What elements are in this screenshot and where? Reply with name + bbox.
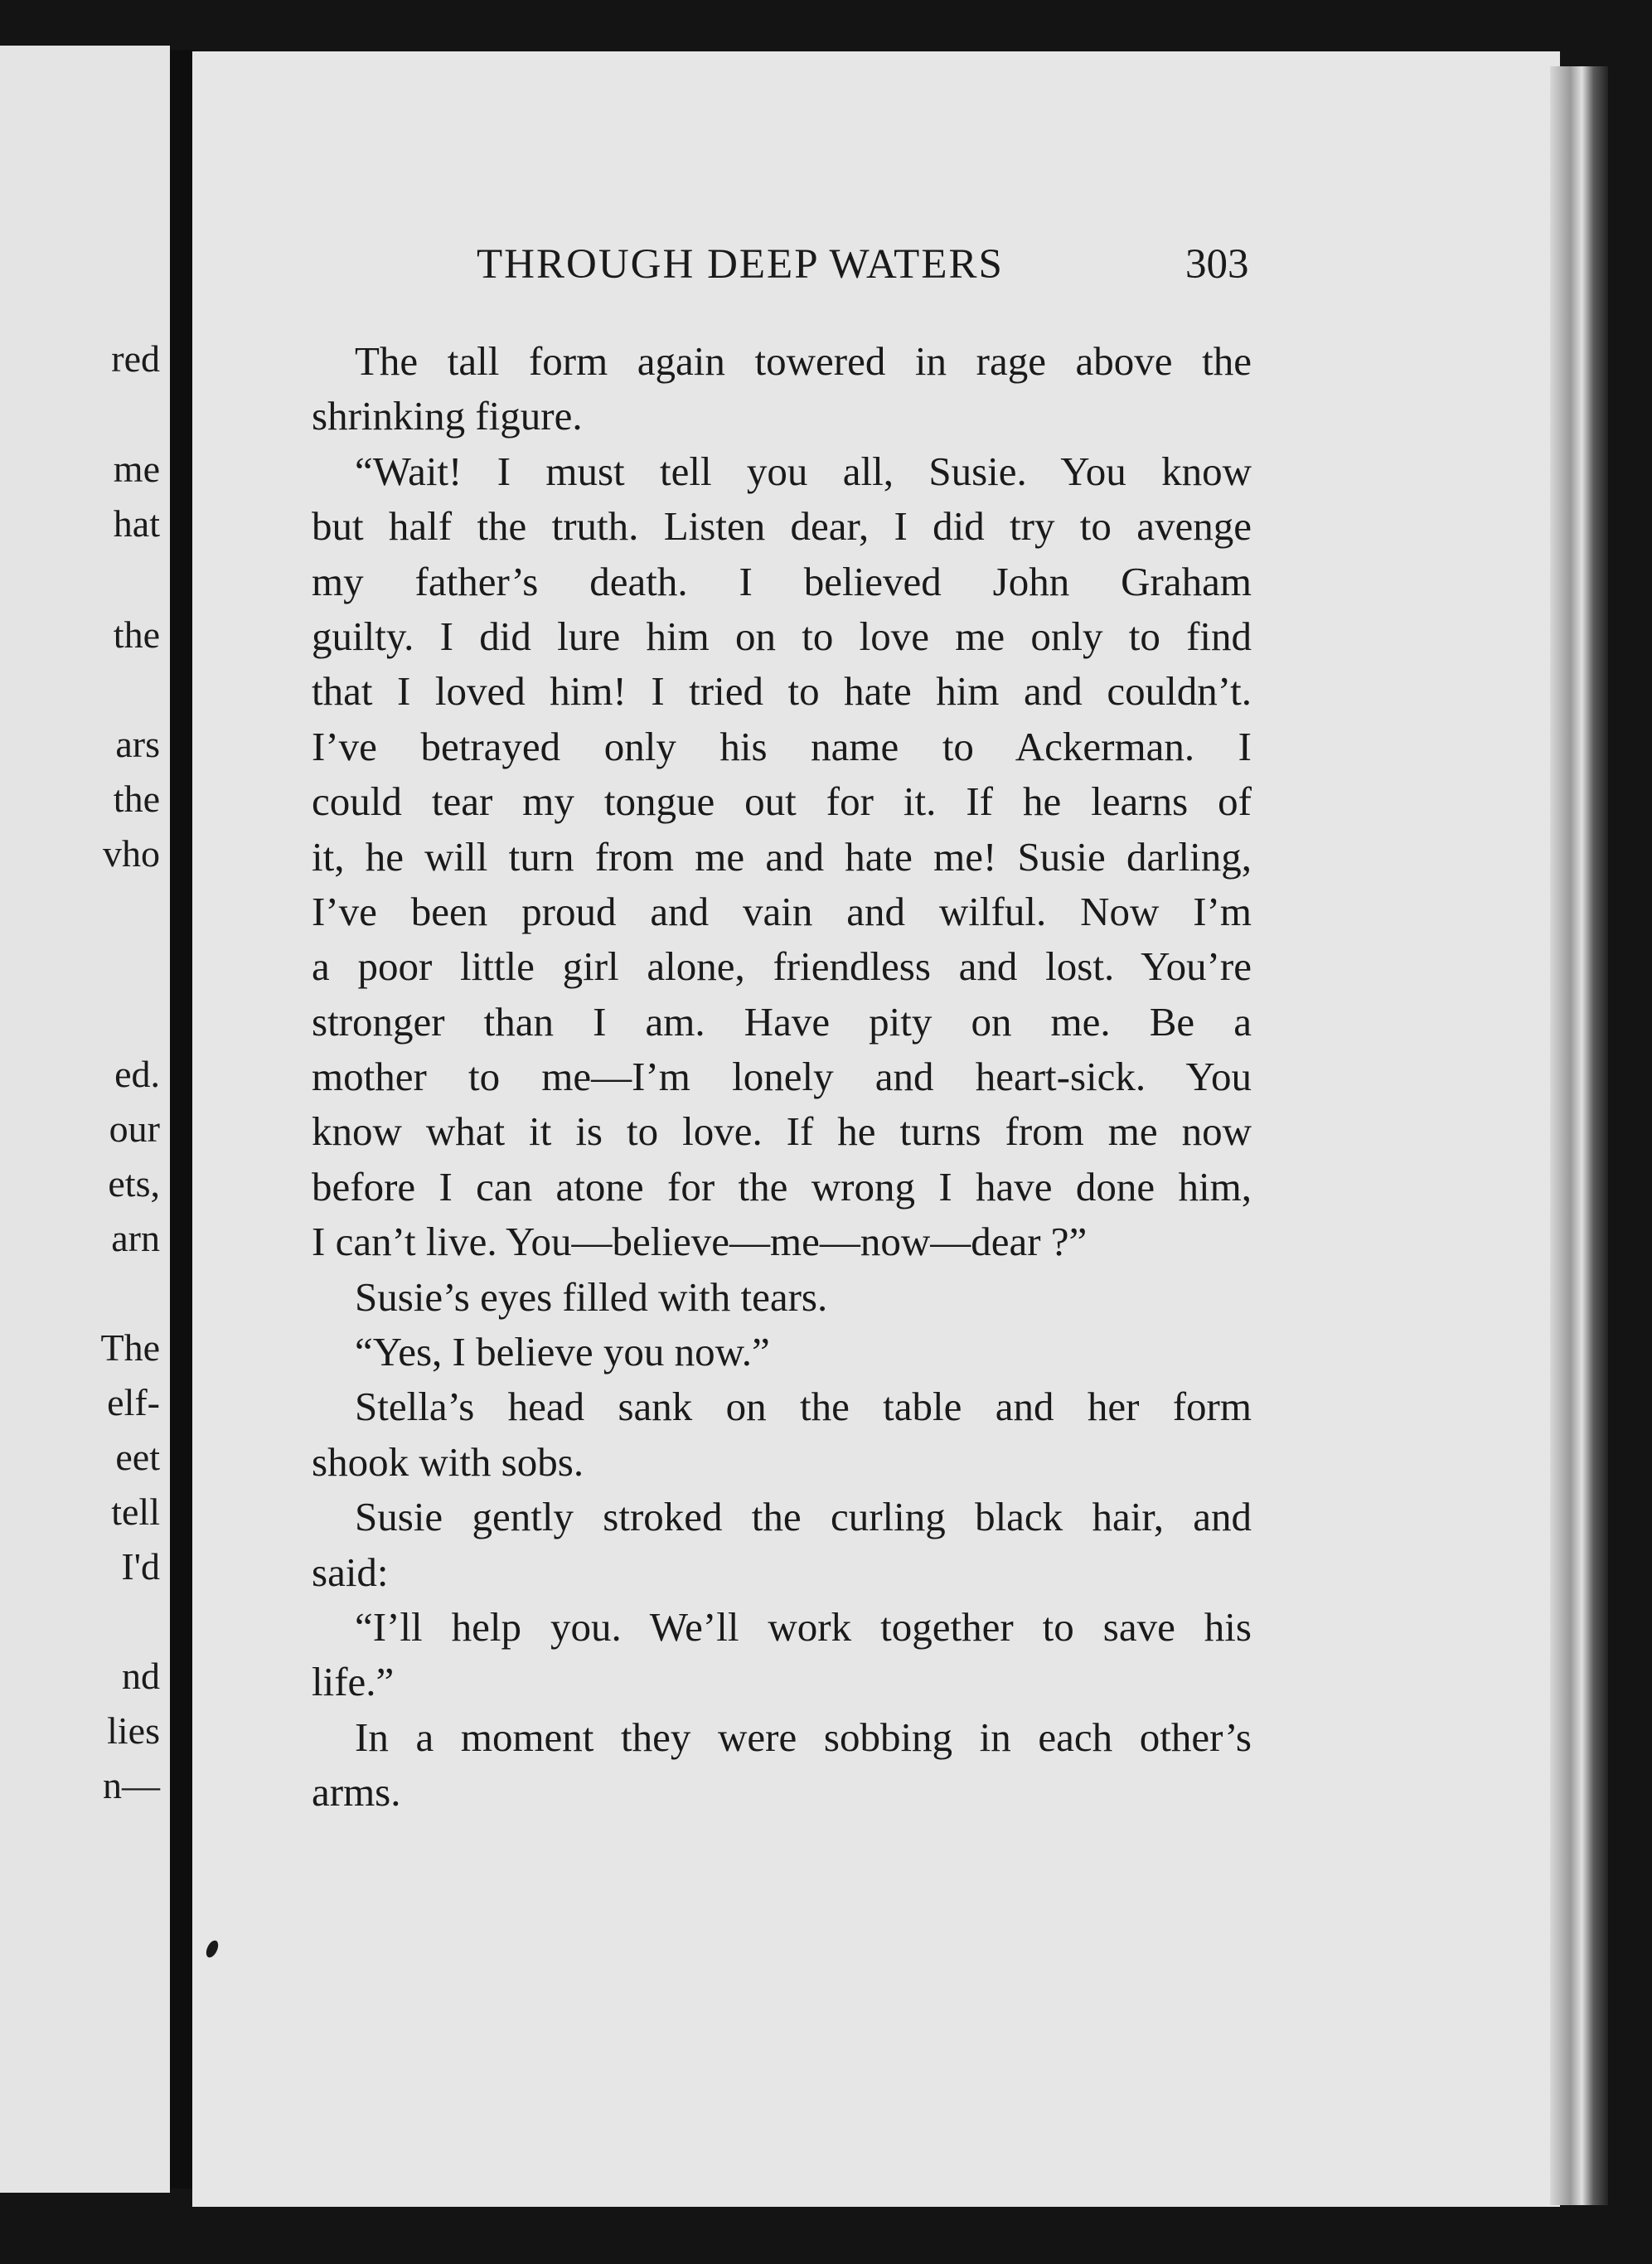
left-fragment: red — [111, 337, 160, 380]
left-fragment: our — [109, 1108, 160, 1150]
text-line: “Yes, I believe you now.” — [355, 1329, 770, 1375]
running-title: THROUGH DEEP WATERS — [477, 241, 1004, 288]
page-number: 303 — [1185, 241, 1249, 288]
text-line: mother to me—I’m lonely and heart-sick. You — [312, 1054, 1252, 1100]
left-fragment: eet — [115, 1436, 160, 1478]
text-line: Susie’s eyes filled with tears. — [355, 1273, 828, 1320]
left-fragment: lies — [107, 1709, 160, 1752]
left-fragment: the — [113, 778, 160, 820]
text-line: “I’ll help you. We’ll work together to save his — [355, 1603, 1252, 1650]
left-fragment: nd — [122, 1655, 160, 1697]
book-spine-gutter — [170, 50, 195, 2189]
left-fragment: The — [100, 1326, 160, 1369]
left-fragment: arn — [111, 1217, 160, 1259]
left-fragment: I'd — [121, 1545, 160, 1588]
text-line: The tall form again towered in rage above the — [355, 338, 1252, 384]
text-line: Susie gently stroked the curling black hair, and — [355, 1494, 1252, 1540]
text-line: In a moment they were sobbing in each other’s — [355, 1714, 1252, 1760]
left-fragment: hat — [113, 502, 160, 545]
text-line: I’ve betrayed only his name to Ackerman. I — [312, 723, 1252, 769]
text-line: know what it is to love. If he turns from me now — [312, 1108, 1252, 1155]
text-line: my father’s death. I believed John Graham — [312, 558, 1252, 604]
text-line: said: — [312, 1549, 389, 1595]
page-edge-shadow — [1550, 66, 1608, 2205]
text-line: it, he will turn from me and hate me! Susie darling, — [312, 833, 1252, 880]
text-line: I’ve been proud and vain and wilful. Now I’m — [312, 888, 1252, 934]
text-line: shrinking figure. — [312, 393, 583, 439]
text-line: I can’t live. You—believe—me—now—dear ?” — [312, 1219, 1088, 1265]
left-fragment: vho — [103, 832, 160, 875]
left-fragment: ars — [115, 723, 160, 765]
left-fragment: me — [113, 448, 160, 490]
text-line: guilty. I did lure him on to love me only to find — [312, 613, 1252, 659]
body-text — [312, 334, 1252, 1820]
text-line: life.” — [312, 1659, 395, 1705]
text-line: a poor little girl alone, friendless and lost. You’re — [312, 943, 1252, 990]
left-fragment: the — [113, 613, 160, 656]
text-line: Stella’s head sank on the table and her form — [355, 1384, 1252, 1430]
text-line: shook with sobs. — [312, 1438, 584, 1485]
previous-page-fragment — [0, 46, 170, 2193]
left-fragment: tell — [111, 1491, 160, 1533]
text-line: that I loved him! I tried to hate him and couldn’t. — [312, 668, 1252, 715]
left-fragment: elf- — [107, 1381, 160, 1423]
left-fragment: ed. — [114, 1053, 160, 1095]
text-line: “Wait! I must tell you all, Susie. You know — [355, 448, 1252, 494]
left-fragment: ets, — [108, 1162, 160, 1205]
text-line: stronger than I am. Have pity on me. Be a — [312, 998, 1252, 1045]
text-line: before I can atone for the wrong I have done him, — [312, 1163, 1252, 1210]
text-line: but half the truth. Listen dear, I did try to avenge — [312, 503, 1252, 550]
left-fragment: n— — [103, 1764, 160, 1806]
text-line: could tear my tongue out for it. If he learns of — [312, 778, 1252, 825]
text-line: arms. — [312, 1769, 401, 1816]
